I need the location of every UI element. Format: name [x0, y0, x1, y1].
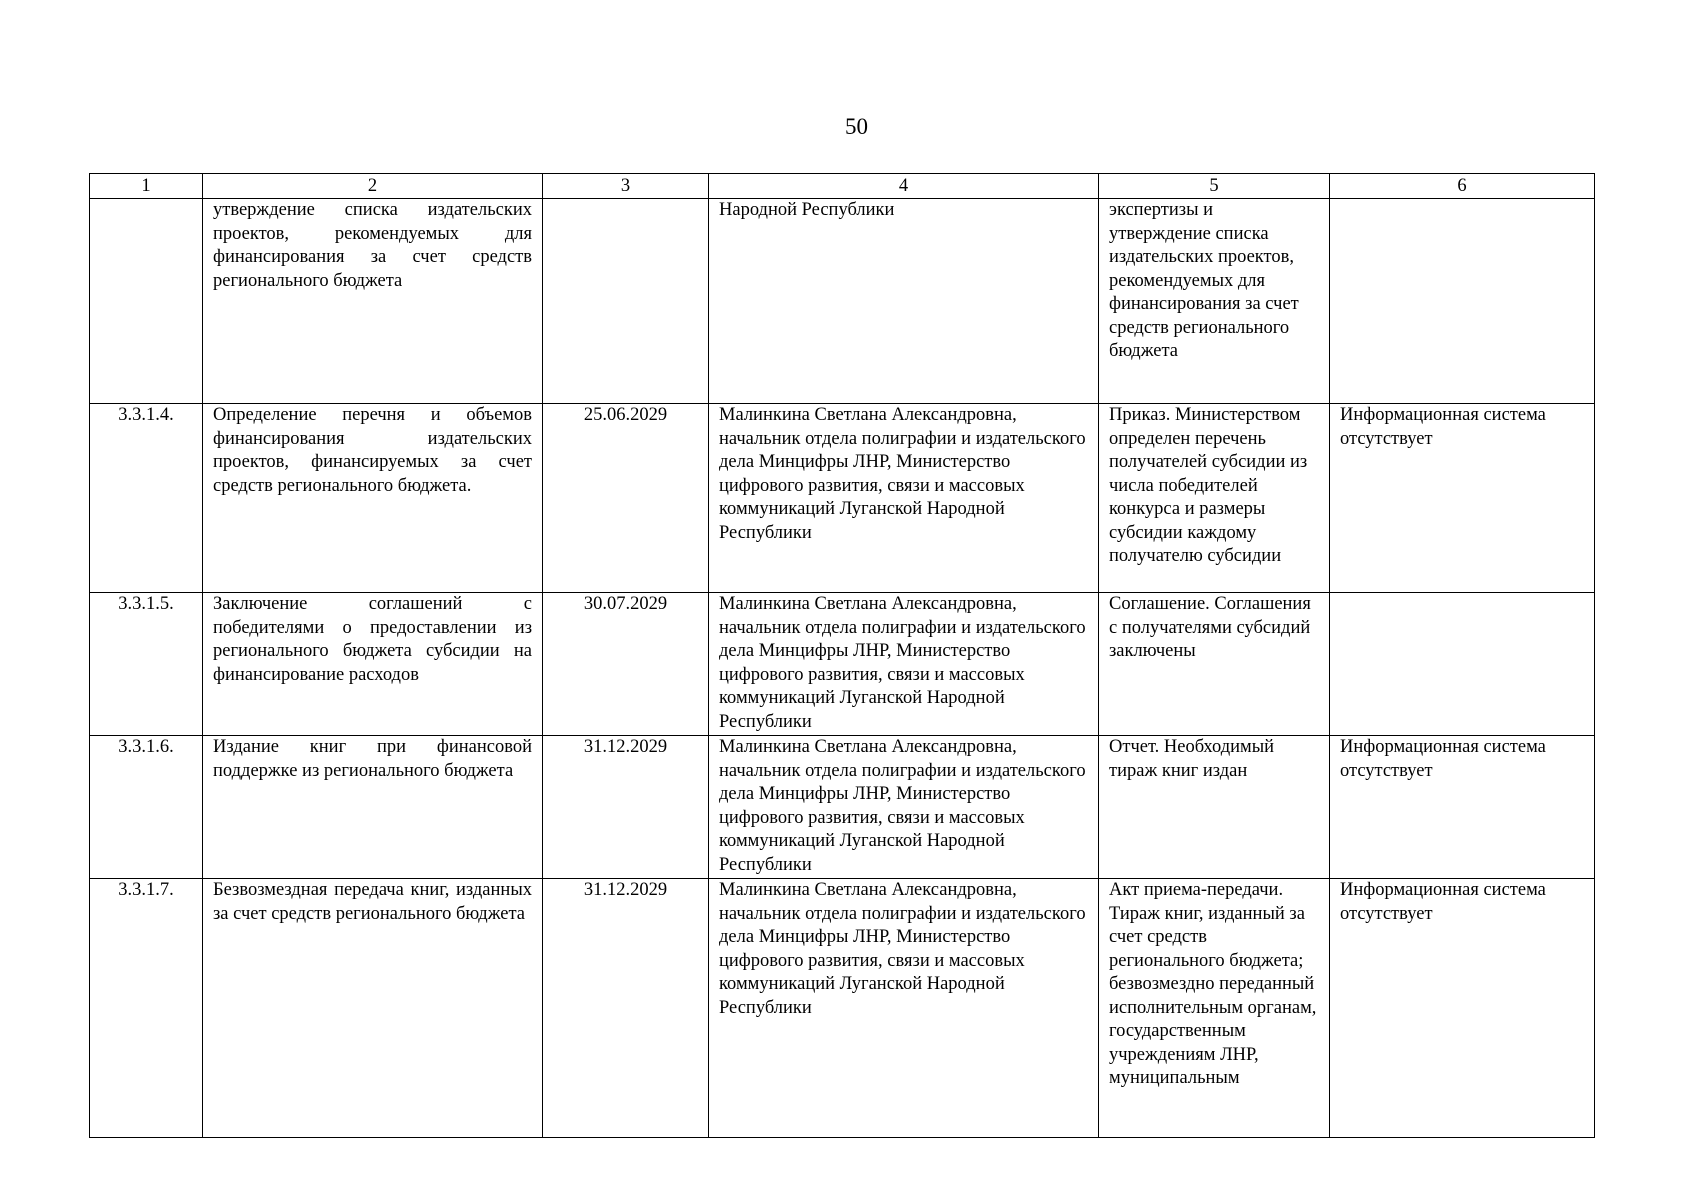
responsible-cell: Малинкина Светлана Александровна, начальник отдела полиграфии и издательского дела Минцифры ЛНР, Министерство цифрового развития, связи и массовых коммуникаций Луганской Народной Республики [709, 736, 1099, 879]
page-number: 50 [845, 114, 868, 139]
column-number-2: 2 [203, 174, 543, 199]
column-number-1: 1 [90, 174, 203, 199]
deadline-cell [543, 199, 709, 404]
column-number-4: 4 [709, 174, 1099, 199]
item-number-cell: 3.3.1.4. [90, 404, 203, 593]
event-cell: Заключение соглашений с победителями о предоставлении из регионального бюджета субсидии на финансирование расходов [203, 593, 543, 736]
column-number-6: 6 [1330, 174, 1595, 199]
event-cell: Издание книг при финансовой поддержке из регионального бюджета [203, 736, 543, 879]
table-header [90, 174, 1595, 199]
deadline-cell: 25.06.2029 [543, 404, 709, 593]
event-cell: Безвозмездная передача книг, изданных за счет средств регионального бюджета [203, 879, 543, 1138]
item-number-cell [90, 199, 203, 404]
table-row [90, 736, 1595, 879]
item-number-cell: 3.3.1.7. [90, 879, 203, 1138]
info-system-cell: Информационная система отсутствует [1330, 404, 1595, 593]
info-system-cell: Информационная система отсутствует [1330, 736, 1595, 879]
deadline-cell: 31.12.2029 [543, 879, 709, 1138]
info-system-cell [1330, 199, 1595, 404]
result-cell: Соглашение. Соглашения с получателями субсидий заключены [1099, 593, 1330, 736]
result-cell: Отчет. Необходимый тираж книг издан [1099, 736, 1330, 879]
responsible-cell: Малинкина Светлана Александровна, начальник отдела полиграфии и издательского дела Минцифры ЛНР, Министерство цифрового развития, связи и массовых коммуникаций Луганской Народной Республики [709, 404, 1099, 593]
info-system-cell: Информационная система отсутствует [1330, 879, 1595, 1138]
responsible-cell: Малинкина Светлана Александровна, начальник отдела полиграфии и издательского дела Минцифры ЛНР, Министерство цифрового развития, связи и массовых коммуникаций Луганской Народной Республики [709, 593, 1099, 736]
column-number-3: 3 [543, 174, 709, 199]
result-cell: Приказ. Министерством определен перечень получателей субсидии из числа победителей конкурса и размеры субсидии каждому получателю субсидии [1099, 404, 1330, 593]
event-cell: утверждение списка издательских проектов, рекомендуемых для финансирования за счет средств регионального бюджета [203, 199, 543, 404]
result-cell: экспертизы и утверждение списка издательских проектов, рекомендуемых для финансирования за счет средств регионального бюджета [1099, 199, 1330, 404]
responsible-cell: Народной Республики [709, 199, 1099, 404]
result-cell: Акт приема-передачи. Тираж книг, изданный за счет средств регионального бюджета; безвозмездно переданный исполнительным органам, государственным учреждениям ЛНР, муниципальным [1099, 879, 1330, 1138]
event-cell: Определение перечня и объемов финансирования издательских проектов, финансируемых за счет средств регионального бюджета. [203, 404, 543, 593]
info-system-cell [1330, 593, 1595, 736]
plan-table [89, 173, 1595, 1138]
table-row [90, 199, 1595, 404]
table-row [90, 404, 1595, 593]
item-number-cell: 3.3.1.5. [90, 593, 203, 736]
table-row [90, 593, 1595, 736]
column-number-row [90, 174, 1595, 199]
column-number-5: 5 [1099, 174, 1330, 199]
table-body [90, 199, 1595, 1138]
deadline-cell: 31.12.2029 [543, 736, 709, 879]
table-row [90, 879, 1595, 1138]
item-number-cell: 3.3.1.6. [90, 736, 203, 879]
responsible-cell: Малинкина Светлана Александровна, начальник отдела полиграфии и издательского дела Минцифры ЛНР, Министерство цифрового развития, связи и массовых коммуникаций Луганской Народной Республики [709, 879, 1099, 1138]
deadline-cell: 30.07.2029 [543, 593, 709, 736]
